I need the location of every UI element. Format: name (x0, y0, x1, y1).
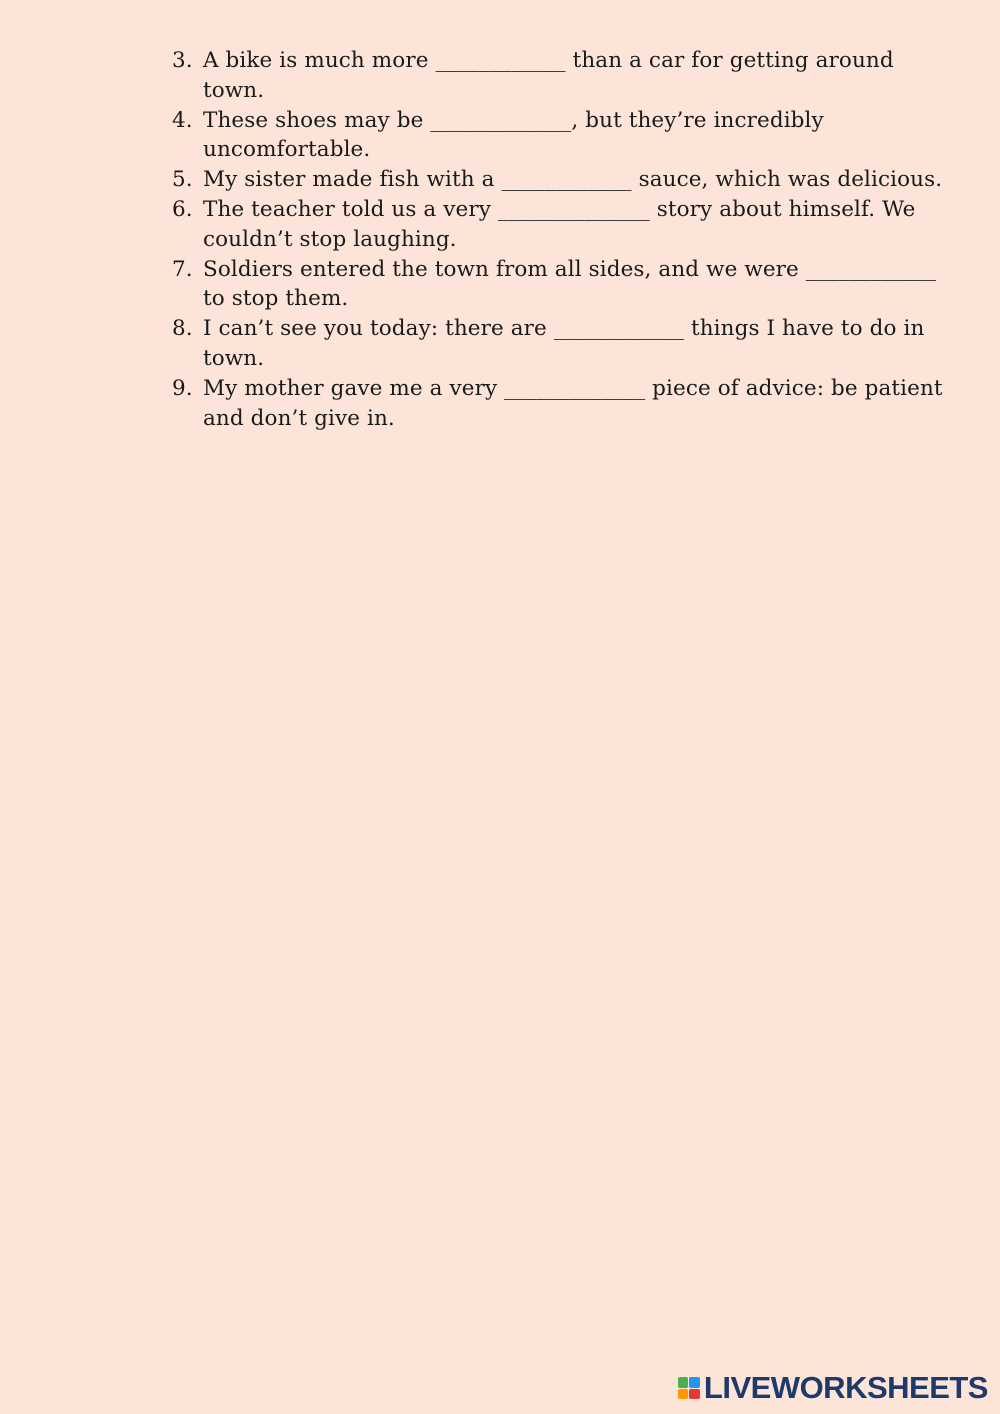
exercise-item-5 (172, 165, 952, 195)
sentence-start: My mother gave me a very (203, 375, 505, 401)
item-number: 9. (172, 375, 193, 401)
sentence-start: Soldiers entered the town from all sides, and we were (203, 256, 806, 282)
item-number: 4. (172, 107, 193, 133)
answer-blank[interactable]: ______________ (497, 196, 650, 222)
sentence-end: story about himself. We couldn’t stop laughing. (203, 196, 916, 252)
item-number: 7. (172, 256, 193, 282)
logo-tile-icon (689, 1389, 700, 1400)
sentence-start: I can’t see you today: there are (203, 316, 554, 342)
logo-tile-icon (678, 1377, 689, 1388)
exercise-list (172, 46, 952, 433)
answer-blank[interactable]: ____________ (553, 316, 685, 342)
exercise-item-6 (172, 195, 952, 255)
logo-wordmark: LIVEWORKSHEETS (703, 1370, 988, 1405)
answer-blank[interactable]: _____________ (504, 375, 646, 401)
sentence-end: things I have to do in town. (203, 316, 925, 371)
exercise-item-8 (172, 314, 952, 374)
exercise-item-7 (172, 255, 952, 315)
answer-blank[interactable]: _____________ (430, 107, 572, 133)
sentence-end: , but they’re incredibly uncomfortable. (203, 107, 824, 163)
sentence-start: The teacher told us a very (203, 196, 498, 222)
sentence-start: A bike is much more (203, 48, 436, 73)
logo-tile-icon (689, 1377, 700, 1388)
item-sentence (203, 255, 952, 315)
answer-blank[interactable]: ____________ (435, 48, 566, 73)
item-sentence (203, 106, 952, 166)
item-number: 8. (172, 316, 193, 342)
sentence-end: to stop them. (203, 286, 349, 312)
item-number: 6. (172, 196, 193, 222)
answer-blank[interactable]: ____________ (805, 256, 936, 282)
sentence-start: My sister made fish with a (203, 167, 502, 193)
item-number: 3. (172, 48, 193, 73)
exercise-item-9 (172, 374, 952, 434)
item-sentence (203, 195, 952, 255)
logo-tile-icon (678, 1389, 689, 1400)
sentence-end: than a car for getting around town. (203, 48, 894, 103)
exercise-item-4 (172, 106, 952, 166)
item-sentence (203, 46, 952, 106)
liveworksheets-logo (678, 1370, 988, 1406)
item-sentence (203, 374, 952, 434)
sentence-end: piece of advice: be patient and don’t give in. (203, 375, 943, 431)
item-number: 5. (172, 167, 193, 193)
item-sentence (203, 314, 952, 374)
logo-grid-icon (678, 1377, 700, 1399)
item-sentence (203, 165, 952, 195)
exercise-item-3 (172, 46, 952, 106)
answer-blank[interactable]: ____________ (501, 167, 632, 193)
sentence-end: sauce, which was delicious. (631, 167, 943, 193)
sentence-start: These shoes may be (203, 107, 431, 133)
